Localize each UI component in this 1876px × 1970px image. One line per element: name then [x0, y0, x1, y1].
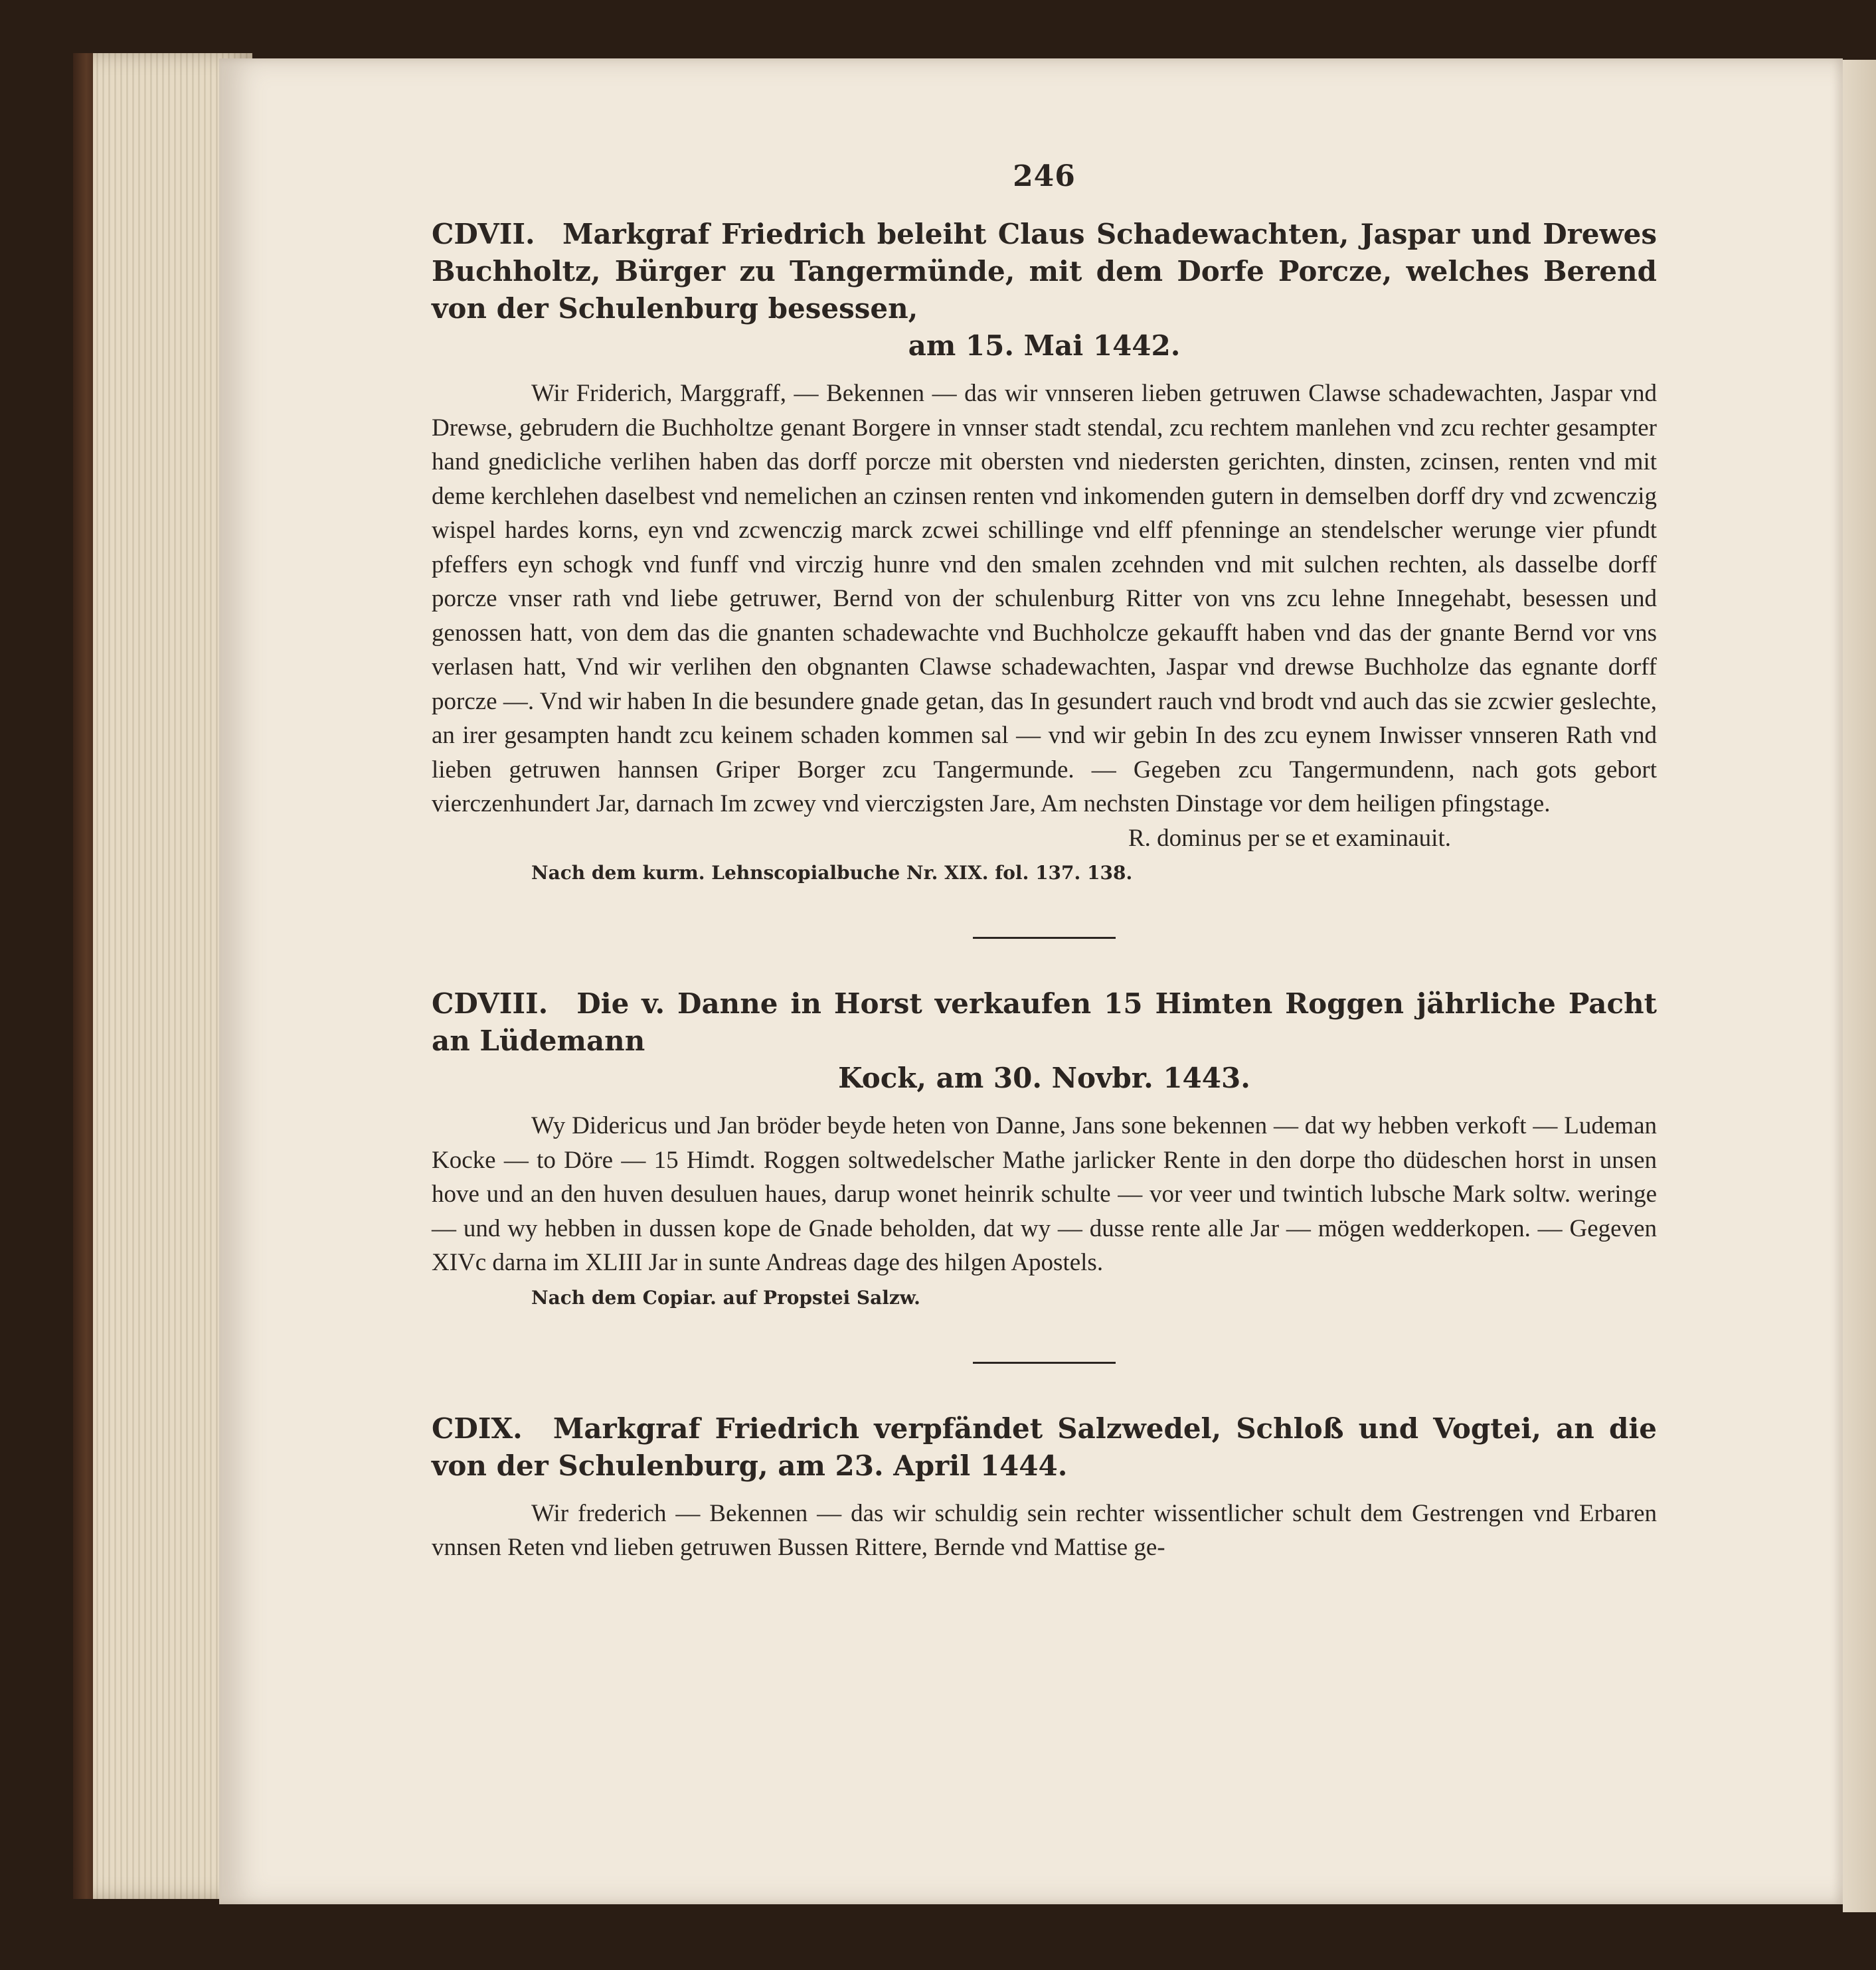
section-heading	[432, 985, 1657, 1097]
section-title: Die v. Danne in Horst verkaufen 15 Himten Roggen jährliche Pacht an Lüdemann	[432, 987, 1658, 1057]
section-title-tail: am 15. Mai 1442.	[908, 329, 1181, 362]
section-title: Markgraf Friedrich verpfändet Salzwedel, Schloß und Vogtei, an die von der Schulenburg, am 23. April 1444.	[432, 1412, 1657, 1482]
section-title: Markgraf Friedrich beleiht Claus Schadewachten, Jaspar und Drewes Buchholtz, Bürger zu Tangermünde, mit dem Dorfe Porcze, welches Berend von der Schulenburg besessen,	[432, 218, 1657, 325]
page-content	[432, 159, 1657, 1565]
section-divider	[973, 937, 1116, 939]
section-signature: R. dominus per se et examinauit.	[1128, 824, 1451, 852]
next-page-edge	[1843, 60, 1876, 1912]
document-section	[432, 985, 1657, 1309]
document-section	[432, 216, 1657, 884]
section-body-text: Wy Didericus und Jan bröder beyde heten von Danne, Jans sone bekennen — dat wy hebben verkoft — Ludeman Kocke — to Döre — 15 Himdt. Roggen soltwedelscher Mathe jarlicker Rente in den dorpe tho düdeschen horst in unsen hove und an den huven desuluen haues, darup wonet heinrik schulte — vor veer und twintich lubsche Mark soltw. weringe — und wy hebben in dussen kope de Gnade beholden, dat wy — dusse rente alle Jar — mögen wedderkopen. — Gegeven XIVc darna im XLIII Jar in sunte Andreas dage des hilgen Apostels.	[432, 1112, 1657, 1276]
section-number: CDIX.	[432, 1412, 523, 1445]
section-source: Nach dem kurm. Lehnscopialbuche Nr. XIX. fol. 137. 138.	[531, 862, 1133, 884]
section-title-tail: Kock, am 30. Novbr. 1443.	[838, 1062, 1250, 1094]
section-divider	[973, 1362, 1116, 1364]
document-section	[432, 1410, 1657, 1565]
section-number: CDVIII.	[432, 987, 549, 1020]
section-body	[432, 1109, 1657, 1280]
section-body-text: Wir Friderich, Marggraff, — Bekennen — das wir vnnseren lieben getruwen Clawse schadewachten, Jaspar vnd Drewse, gebrudern die Buchholtze genant Borgere in vnnser stadt stendal, zcu rechtem manlehen vnd zcu rechter gesampter hand gnedicliche verlihen haben das dorff porcze mit obersten vnd niedersten gerichten, dinsten, zcinsen, renten vnd mit deme kerchlehen daselbest vnd nemelichen an czinsen renten vnd inkomenden gutern in demselben dorff dry vnd zcwenczig wispel hardes korns, eyn vnd zcwenczig marck zcwei schillinge vnd elff pfenninge an stendelscher werunge vier pfundt pfeffers eyn schogk vnd funff vnd virczig hunre vnd den smalen zcehnden vnd mit sulchen rechten, als dasselbe dorff porcze vnser rath vnd liebe getruwer, Bernd von der schulenburg Ritter von vns zcu lehne Innegehabt, besessen und genossen hatt, von dem das die gnanten schadewachte vnd Buchholcze gekaufft haben vnd das der gnante Bernd vor vns verlasen hatt, Vnd wir verlihen den obgnanten Clawse schadewachten, Jaspar vnd drewse Buchholze das egnante dorff porcze —. Vnd wir haben In die besundere gnade getan, das In gesundert rauch vnd brodt vnd auch das sie zcwier geslechte, an irer gesampten handt zcu keinem schaden kommen sal — vnd wir gebin In des zcu eynem Inwisser vnnseren Rath vnd lieben getruwen hannsen Griper Borger zcu Tangermunde. — Gegeben zcu Tangermundenn, nach gots gebort vierczenhundert Jar, darnach Im zcwey vnd vierczigsten Jare, Am nechsten Dinstage vor dem heiligen pfingstage.	[432, 380, 1657, 817]
page-number: 246	[1013, 159, 1076, 193]
section-heading	[432, 1410, 1657, 1485]
section-body-text: Wir frederich — Bekennen — das wir schuldig sein rechter wissentlicher schult dem Gestrengen vnd Erbaren vnnsen Reten vnd lieben getruwen Bussen Rittere, Bernde vnd Mattise ge-	[432, 1499, 1657, 1561]
section-source: Nach dem Copiar. auf Propstei Salzw.	[531, 1286, 920, 1309]
section-number: CDVII.	[432, 218, 535, 250]
section-body	[432, 1497, 1657, 1565]
section-heading	[432, 216, 1657, 365]
section-body	[432, 376, 1657, 821]
